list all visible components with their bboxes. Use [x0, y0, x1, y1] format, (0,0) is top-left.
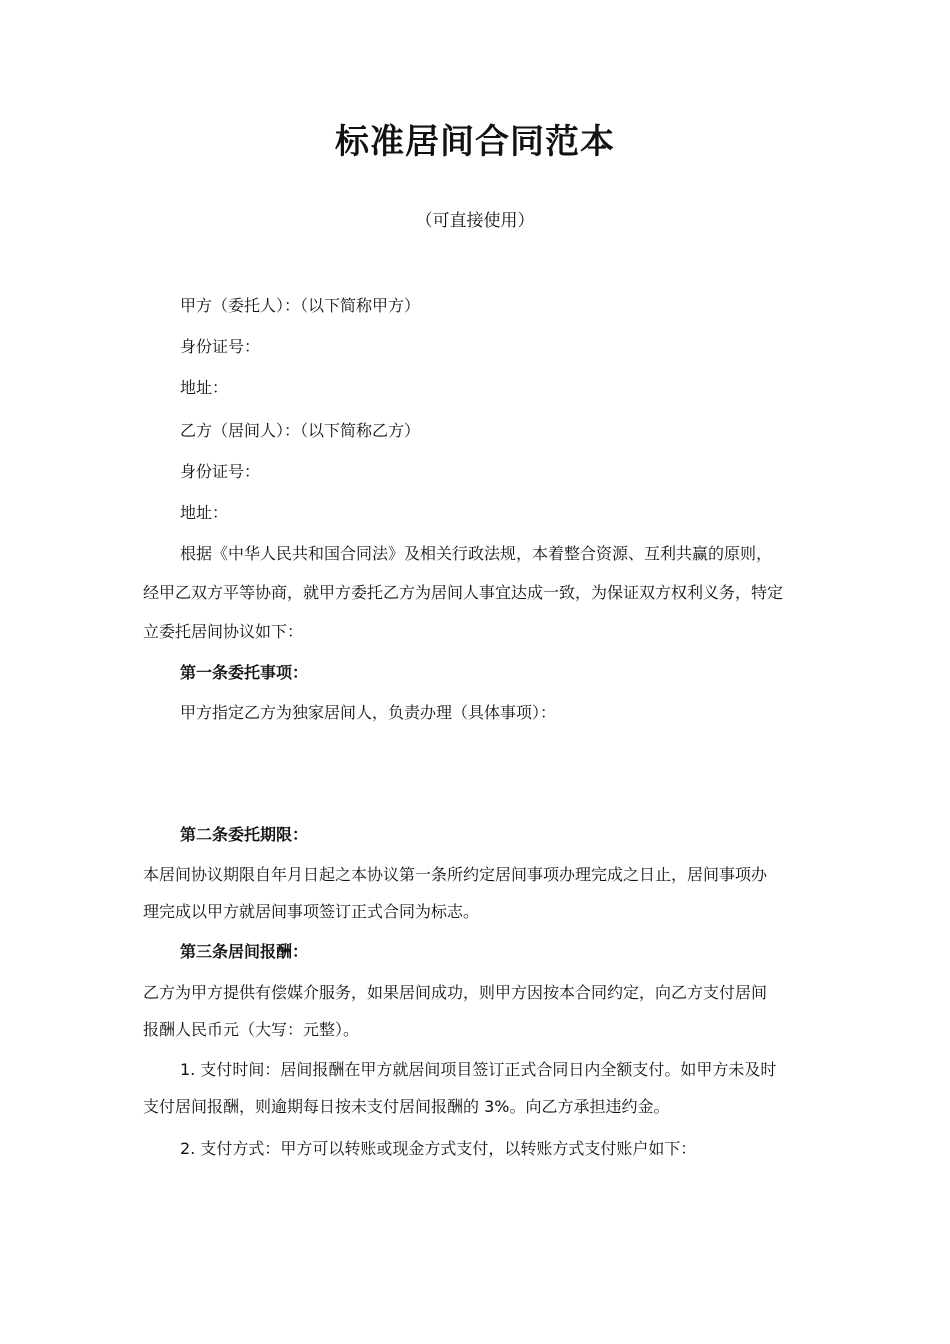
document-subtitle: （可直接使用） — [415, 211, 535, 231]
party-b-address-line: 地址： — [180, 503, 229, 522]
article3-line: 乙方为甲方提供有偿媒介服务，如果居间成功，则甲方因按本合同约定，向乙方支付居间 — [143, 983, 768, 1002]
article1-heading: 第一条委托事项： — [180, 663, 309, 682]
document-title: 标准居间合同范本 — [335, 122, 615, 162]
article3-item1-line: 1. 支付时间：居间报酬在甲方就居间项目签订正式合同日内全额支付。如甲方未及时 — [180, 1060, 777, 1079]
preamble-line: 经甲乙双方平等协商，就甲方委托乙方为居间人事宜达成一致，为保证双方权利义务，特定 — [143, 583, 784, 602]
article2-line: 理完成以甲方就居间事项签订正式合同为标志。 — [143, 902, 480, 921]
party-a-name-line: 甲方（委托人）：（以下简称甲方） — [180, 296, 421, 315]
article2-line: 本居间协议期限自年月日起之本协议第一条所约定居间事项办理完成之日止，居间事项办 — [143, 865, 768, 884]
article3-heading: 第三条居间报酬： — [180, 942, 309, 961]
party-a-id-line: 身份证号： — [180, 337, 261, 356]
party-a-address-line: 地址： — [180, 378, 229, 397]
article1-line: 甲方指定乙方为独家居间人，负责办理（具体事项）： — [180, 703, 557, 722]
preamble-line: 立委托居间协议如下： — [143, 622, 304, 641]
article3-line: 报酬人民币元（大写：元整）。 — [143, 1020, 360, 1039]
party-b-id-line: 身份证号： — [180, 462, 261, 481]
article2-heading: 第二条委托期限： — [180, 825, 309, 844]
party-b-name-line: 乙方（居间人）：（以下简称乙方） — [180, 421, 421, 440]
preamble-line: 根据《中华人民共和国合同法》及相关行政法规，本着整合资源、互利共赢的原则， — [180, 544, 773, 563]
article3-item2-line: 2. 支付方式：甲方可以转账或现金方式支付，以转账方式支付账户如下： — [180, 1139, 697, 1158]
article3-item1-line: 支付居间报酬，则逾期每日按未支付居间报酬的 3%。向乙方承担违约金。 — [143, 1097, 670, 1116]
